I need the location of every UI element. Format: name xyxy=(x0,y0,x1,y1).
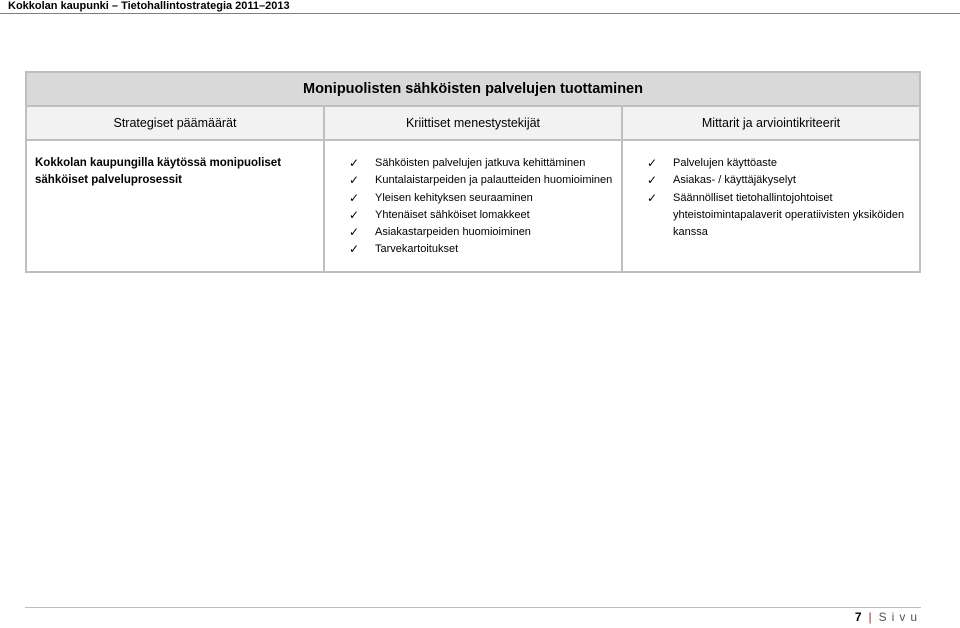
list-item xyxy=(349,224,615,241)
check-icon: ✓ xyxy=(647,190,658,205)
list-item-text: Yleisen kehityksen seuraaminen xyxy=(375,191,533,204)
check-icon: ✓ xyxy=(647,156,658,170)
page-number-value: 7 xyxy=(854,610,863,624)
list-item-text: Tarvekartoitukset xyxy=(375,243,459,256)
list-item xyxy=(349,207,615,224)
list-item xyxy=(647,190,913,242)
list-item-text: Sähköisten palvelujen jatkuva kehittäminen xyxy=(375,157,586,169)
list-item-text: Säännölliset tietohallintojohtoiset yhteistoimintapalaverit operatiivisten yksiköiden kanssa xyxy=(673,191,905,239)
strategic-goal-text: Kokkolan kaupungilla käytössä monipuoliset sähköiset palveluprosessit xyxy=(35,157,282,186)
metrics-list xyxy=(623,141,919,241)
list-item-text: Yhtenäiset sähköiset lomakkeet xyxy=(375,208,530,221)
column-header-metrics: Mittarit ja arviointikriteerit xyxy=(622,106,920,140)
list-item xyxy=(349,172,615,189)
table-title: Monipuolisten sähköisten palvelujen tuottaminen xyxy=(26,72,920,106)
page-number-label: Sivu xyxy=(878,610,922,624)
strategy-table xyxy=(25,71,921,273)
check-icon: ✓ xyxy=(349,207,360,222)
check-icon: ✓ xyxy=(647,173,658,188)
check-icon: ✓ xyxy=(349,173,360,188)
list-item xyxy=(647,172,913,189)
metrics-cell xyxy=(622,140,920,272)
page-number-separator: | xyxy=(868,610,873,624)
success-factors-list xyxy=(325,141,621,259)
list-item xyxy=(349,190,615,207)
running-header: Kokkolan kaupunki – Tietohallintostrategia 2011–2013 xyxy=(8,0,290,12)
list-item-text: Asiakastarpeiden huomioiminen xyxy=(375,226,531,239)
list-item xyxy=(349,241,615,258)
check-icon: ✓ xyxy=(349,242,360,257)
footer-divider xyxy=(25,607,921,608)
header-divider xyxy=(0,13,960,14)
check-icon: ✓ xyxy=(349,190,360,205)
list-item xyxy=(647,155,913,172)
list-item-text: Kuntalaistarpeiden ja palautteiden huomioiminen xyxy=(375,174,613,187)
column-header-goals: Strategiset päämäärät xyxy=(26,106,324,140)
page-number xyxy=(855,610,922,624)
list-item xyxy=(349,155,615,172)
check-icon: ✓ xyxy=(349,225,360,240)
success-factors-cell xyxy=(324,140,622,272)
list-item-text: Asiakas- / käyttäjäkyselyt xyxy=(673,174,796,187)
goals-cell xyxy=(26,140,324,272)
check-icon: ✓ xyxy=(349,156,360,170)
column-header-success-factors: Kriittiset menestystekijät xyxy=(324,106,622,140)
list-item-text: Palvelujen käyttöaste xyxy=(673,157,777,169)
